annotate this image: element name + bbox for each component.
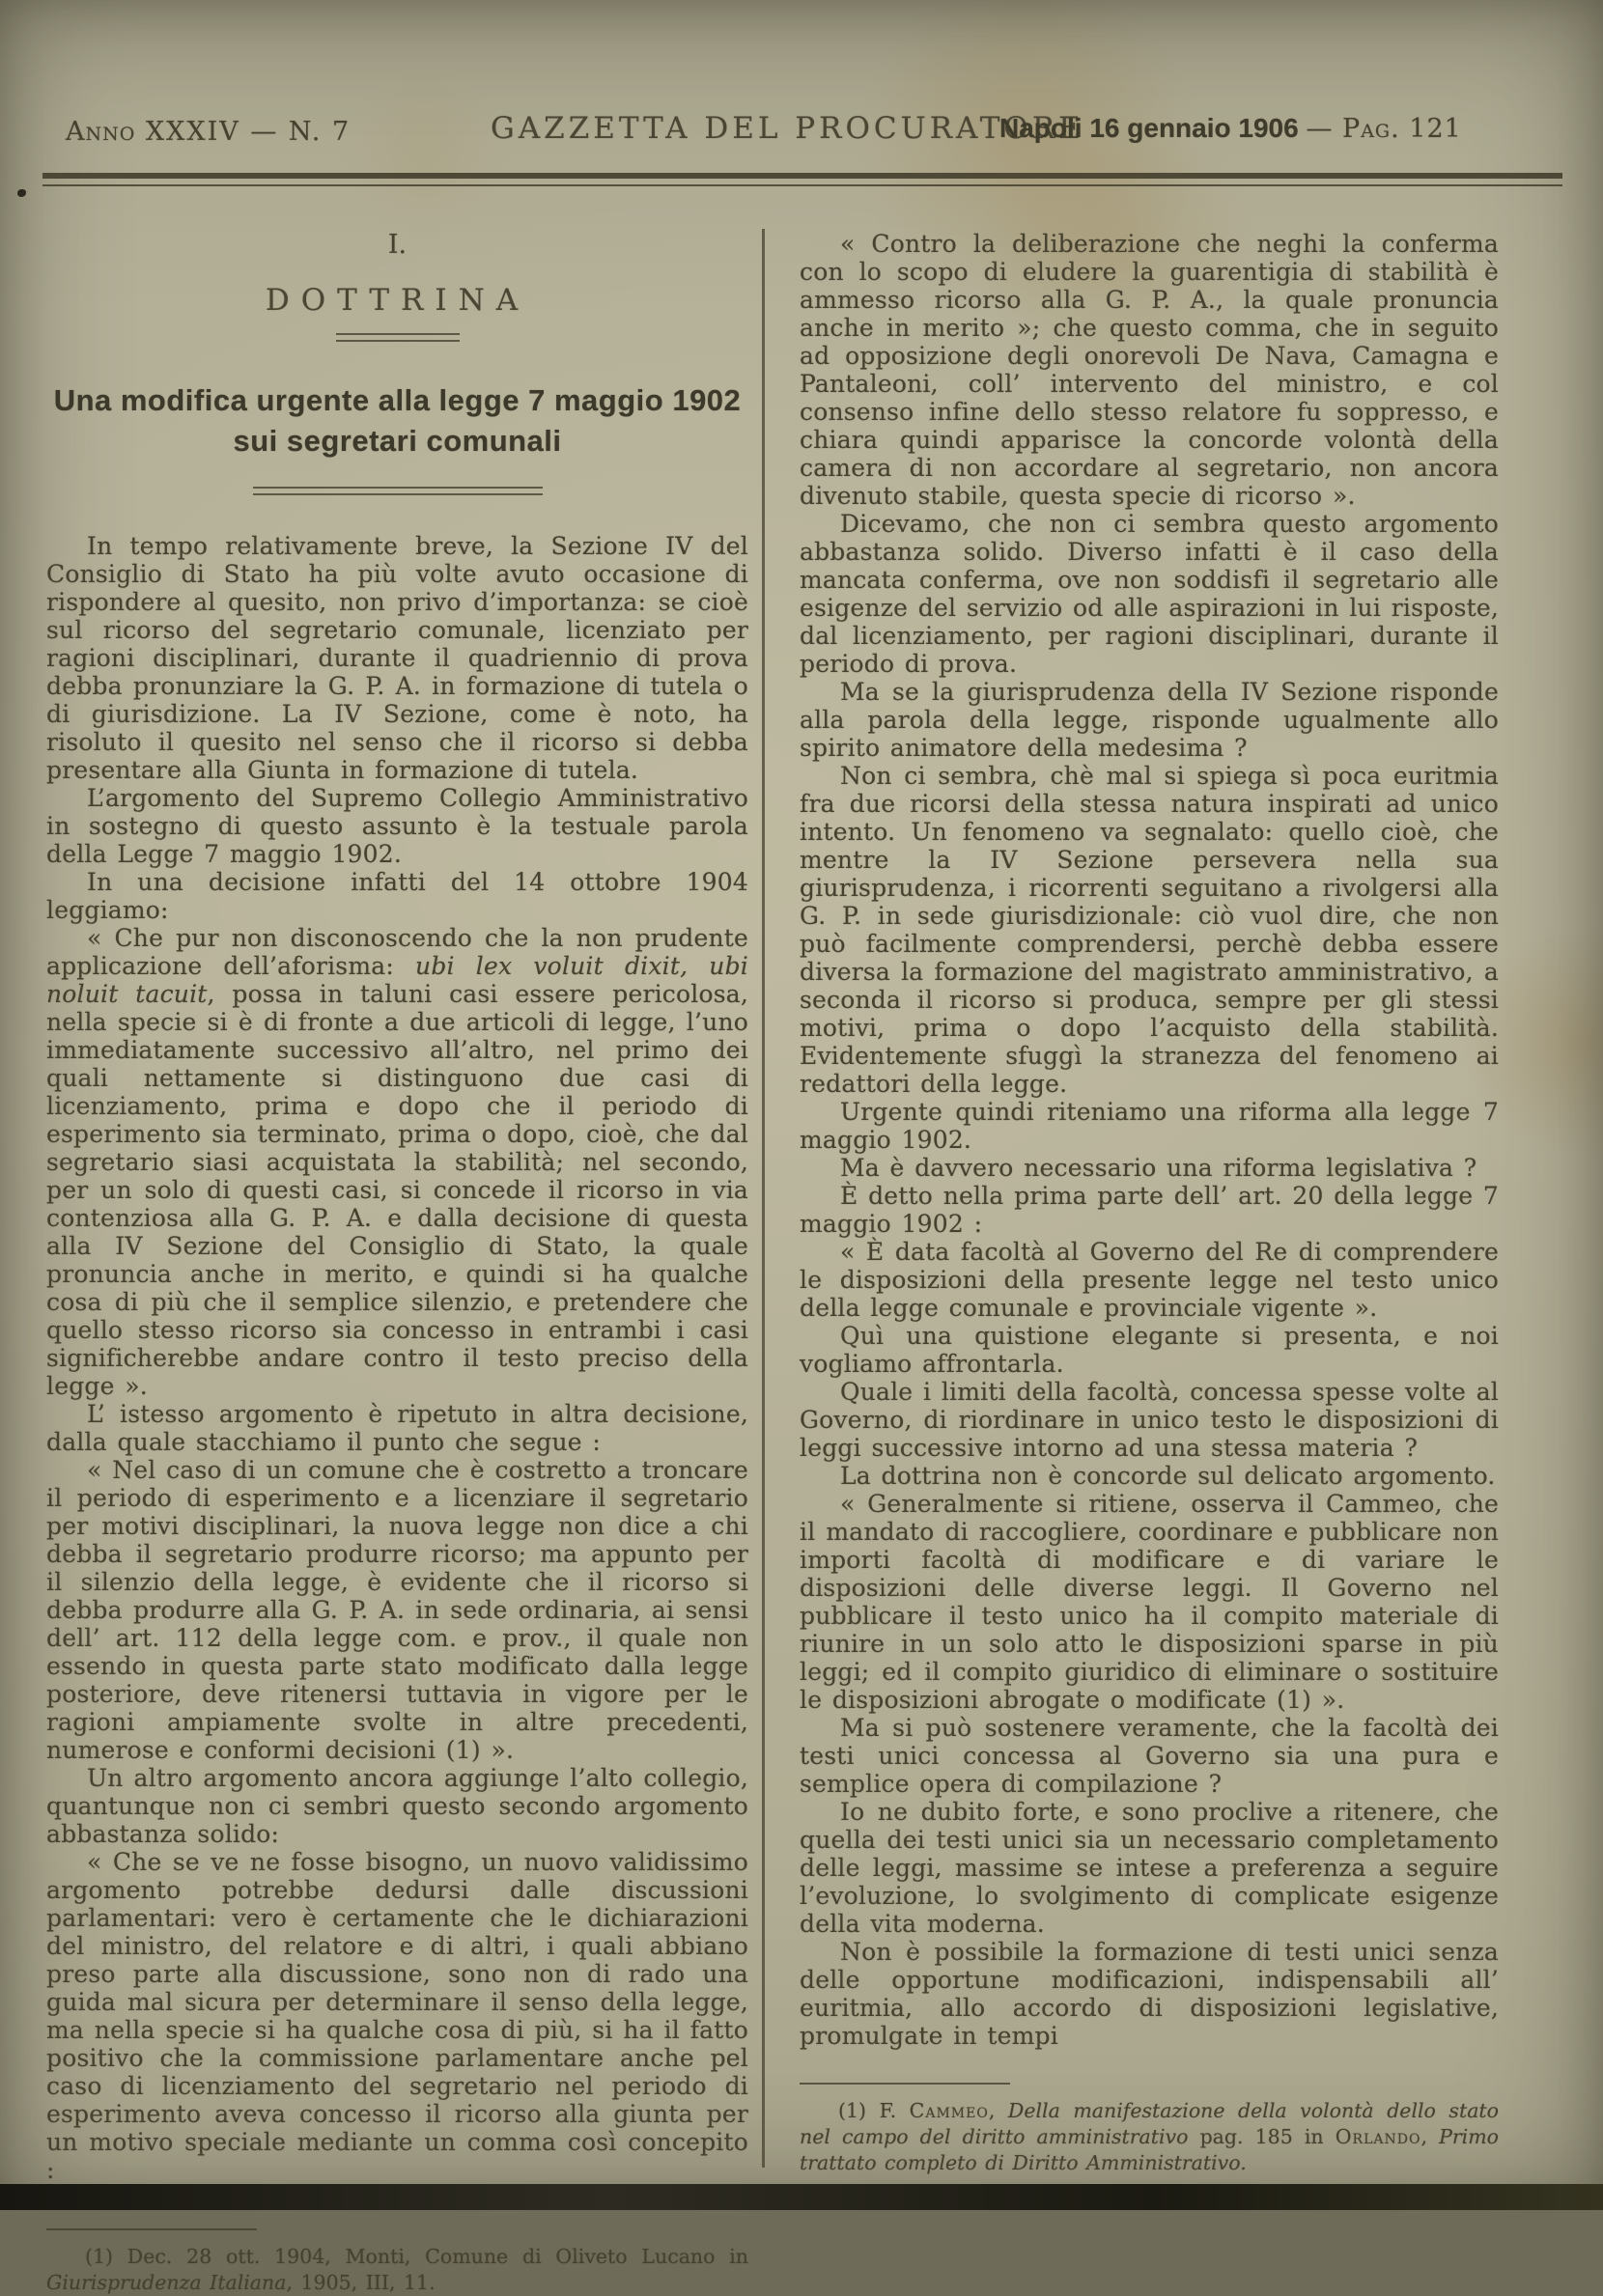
text-run: In una decisione infatti del 14 ottobre 1904 leggiamo: — [46, 868, 748, 924]
issue-label — [66, 117, 351, 147]
text-run: « Che pur non disconoscendo che la non prudente applicazione dell’aforisma: — [46, 924, 748, 980]
text-run: — — [1306, 114, 1343, 144]
dateline — [999, 113, 1462, 144]
place-date: Napoli 16 gennaio 1906 — [999, 113, 1307, 143]
text-run: XXXIV — N. 7 — [135, 117, 352, 147]
right-column — [800, 224, 1499, 2176]
paragraph — [800, 1378, 1499, 1462]
smallcaps-text: Cammeo — [909, 2099, 989, 2122]
ink-speck — [17, 189, 26, 197]
paragraph — [46, 1848, 748, 2184]
text-run: (1) F. — [838, 2099, 910, 2122]
paragraph — [46, 924, 748, 1400]
text-run: Dicevamo, che non ci sembra questo argomento abbastanza solido. Diverso infatti è il caso della mancata conferma, ove non soddisfi il segretario alle esigenze del servizio od alle aspirazioni in lui risposte, dal licenziamento, per ragioni disciplinari, durante il periodo di prova. — [800, 510, 1499, 678]
text-run: L’argomento del Supremo Collegio Amministrativo in sostegno di questo assunto è la testuale parola della Legge 7 maggio 1902. — [46, 784, 748, 868]
text-run: Io ne dubito forte, e sono proclive a ritenere, che quella dei testi unici sia un necessario completamento delle leggi, massime se intese a preferenza a seguire l’evoluzione, lo svolgimento di complicate esigenze della vita moderna. — [800, 1798, 1499, 1938]
text-run: 121 — [1399, 114, 1462, 144]
paragraph — [46, 1456, 748, 1764]
text-run: , — [1420, 2125, 1440, 2148]
text-run: Non è possibile la formazione di testi unici senza delle opportune modificazioni, indispensabili all’ euritmia, allo accordo di disposizioni legislative, promulgate in tempi — [800, 1938, 1499, 2050]
text-run: Ma se la giurisprudenza della IV Sezione risponde alla parola della legge, risponde ugualmente allo spirito animatore della medesima ? — [800, 678, 1499, 762]
paragraph — [46, 868, 748, 924]
text-run: pag. 185 in — [1188, 2125, 1336, 2148]
column-divider — [762, 229, 765, 2168]
article-title — [50, 380, 745, 462]
text-run: , possa in taluni casi essere pericolosa, nella specie si è di fronte a due articoli di legge, l’uno immediatamente successivo all’altro, nel primo dei quali nettamente si distinguono due casi di licenziamento, prima e dopo che il periodo di esperimento sia terminato, prima o dopo, cioè, che dal segretario siasi acquistata la stabilità; nel secondo, per un solo di questi casi, si concede il ricorso in via contenziosa alla G. P. A. e dalla decisione di questa alla IV Sezione del Consiglio di Stato, la quale pronuncia anche in merito, e quindi si ha qualche cosa di più che il semplice silenzio, e pretendere che quello stesso ricorso sia concesso in entrambi i casi significherebbe andare contro il testo preciso della legge ». — [46, 980, 748, 1400]
paragraph — [800, 1154, 1499, 1182]
smallcaps-text: Anno — [66, 117, 136, 147]
text-run: Non ci sembra, chè mal si spiega sì poca euritmia fra due ricorsi della stessa natura inspirati ad unico intento. Un fenomeno va segnalato: quello cioè, che mentre la IV Sezione persevera nella sua giurisprudenza, i ricorrenti seguitano a rivolgersi alla G. P. in sede giurisdizionale: ciò vuol dire, che non può facilmente comprendersi, perchè debba essere diversa la formazione del magistrato amministrativo, a seconda il ricorso si produca, sempre per gli stessi motivi, prima o dopo l’acquisto della stabilità. Evidentemente sfuggì la stranezza del fenomeno ai redattori della legge. — [800, 762, 1499, 1098]
page-number — [1306, 114, 1461, 144]
italic-text: Giurisprudenza Italiana — [46, 2271, 287, 2294]
paragraph — [800, 678, 1499, 762]
text-run: , — [988, 2099, 1008, 2122]
text-run: Ma è davvero necessario una riforma legislativa ? — [840, 1154, 1477, 1182]
paragraph — [800, 1462, 1499, 1490]
footnote-rule — [800, 2083, 1010, 2085]
paragraph — [800, 510, 1499, 678]
article-title-line: sui segretari comunali — [233, 424, 562, 458]
right-column-body — [800, 230, 1499, 2050]
paragraph — [800, 1182, 1499, 1238]
paragraph — [800, 1798, 1499, 1938]
paragraph — [800, 762, 1499, 1098]
article-title-line: Una modifica urgente alla legge 7 maggio 1902 — [53, 383, 742, 417]
section-title-rule — [336, 333, 460, 342]
text-run: La dottrina non è concorde sul delicato argomento. — [840, 1462, 1496, 1490]
paragraph — [46, 1764, 748, 1848]
left-column-body — [46, 532, 748, 2184]
paragraph — [800, 230, 1499, 510]
text-run: In tempo relativamente breve, la Sezione IV del Consiglio di Stato ha più volte avuto occasione di rispondere al quesito, non privo d’importanza: se cioè sul ricorso del segretario comunale, licenziato per ragioni disciplinari, durante il quadriennio di prova debba pronunziare la G. P. A. in formazione di tutela o di giurisdizione. La IV Sezione, come è noto, ha risoluto il quesito nel senso che il ricorso si debba presentare alla Giunta in formazione di tutela. — [46, 532, 748, 784]
text-run: Urgente quindi riteniamo una riforma alla legge 7 maggio 1902. — [800, 1098, 1499, 1154]
article-title-rule — [253, 487, 543, 495]
text-run: (1) Dec. 28 ott. 1904, Monti, Comune di Oliveto Lucano in — [85, 2245, 748, 2268]
paragraph — [800, 1098, 1499, 1154]
scan-bottom-edge — [0, 2184, 1603, 2210]
text-run: Quale i limiti della facoltà, concessa spesse volte al Governo, di riordinare in unico testo le disposizioni di leggi successive intorno ad una stessa materia ? — [800, 1378, 1499, 1462]
paragraph — [800, 1938, 1499, 2050]
section-title: DOTTRINA — [265, 283, 530, 318]
text-run: « Che se ve ne fosse bisogno, un nuovo validissimo argomento potrebbe dedursi dalle discussioni parlamentari: vero è certamente che le dichiarazioni del ministro, del relatore e di altri, i quali abbiano preso parte alla discussione, sono non di rado una guida mal sicura per determinare il senso della legge, ma nella specie si ha qualche cosa di più, si ha il fatto positivo che la commissione parlamentare anche pel caso di licenziamento del segretario nel periodo di esperimento aveva concesso il ricorso alla giunta per un motivo speciale mediante un comma così concepito : — [46, 1848, 748, 2184]
smallcaps-text: Orlando — [1335, 2125, 1421, 2148]
text-run: Un altro argomento ancora aggiunge l’alto collegio, quantunque non ci sembri questo secondo argomento abbastanza solido: — [46, 1764, 748, 1848]
text-run: L’ istesso argomento è ripetuto in altra decisione, dalla quale stacchiamo il punto che segue : — [46, 1400, 748, 1456]
section-number: I. — [387, 230, 408, 260]
paragraph — [46, 1400, 748, 1456]
paragraph — [800, 1322, 1499, 1378]
masthead-title: GAZZETTA DEL PROCURATORE — [491, 111, 1084, 146]
italic-text: Della manifestazione della volontà dello stato nel campo del diritto amministrativo — [800, 2099, 1499, 2148]
text-run: « Contro la deliberazione che neghi la conferma con lo scopo di eludere la guarentigia di stabilità è ammesso ricorso alla G. P. A., la quale pronuncia anche in merito »; che questo comma, che in seguito ad opposizione degli onorevoli De Nava, Camagna e Pantaleoni, coll’ intervento del ministro, e col consenso infine dello stesso relatore fu soppresso, e chiara quindi apparisce la concorde volontà della camera di non accordare al segretario, non ancora divenuto stabile, questa specie di ricorso ». — [800, 230, 1499, 510]
text-run: È detto nella prima parte dell’ art. 20 della legge 7 maggio 1902 : — [800, 1182, 1499, 1238]
footnote — [800, 2098, 1499, 2176]
paragraph — [800, 1714, 1499, 1798]
text-run: « Generalmente si ritiene, osserva il Cammeo, che il mandato di raccogliere, coordinare e pubblicare non importi facoltà di modificare e di variare le disposizioni delle diverse leggi. Il Governo nel pubblicare il testo unico ha il compito materiale di riunire in un solo atto le disposizioni sparse in più leggi; ed il compito giuridico di eliminare o sostituire le disposizioni abrogate o modificate (1) ». — [800, 1490, 1499, 1714]
header-rule — [42, 173, 1562, 186]
paragraph — [46, 532, 748, 784]
paragraph — [46, 784, 748, 868]
italic-text: ubi lex voluit dixit, ubi noluit tacuit — [46, 952, 749, 1008]
text-run: , 1905, III, 11. — [286, 2271, 436, 2294]
left-column — [46, 224, 748, 2296]
paragraph — [800, 1490, 1499, 1714]
paragraph — [800, 1238, 1499, 1322]
text-run: Ma si può sostenere veramente, che la facoltà dei testi unici concessa al Governo sia una pura e semplice opera di compilazione ? — [800, 1714, 1499, 1798]
text-run: « È data facoltà al Governo del Re di comprendere le disposizioni della presente legge nel testo unico della legge comunale e provinciale vigente ». — [800, 1238, 1499, 1322]
text-run: « Nel caso di un comune che è costretto a troncare il periodo di esperimento e a licenziare il segretario per motivi disciplinari, la nuova legge non dice a chi debba il segretario produrre ricorso; ma appunto per il silenzio della legge, è evidente che il ricorso si debba produrre alla G. P. A. in sede ordinaria, ai sensi dell’ art. 112 della legge com. e prov., il quale non essendo in questa parte stato modificato dalla legge posteriore, deve ritenersi tuttavia in vigore per le ragioni ampiamente svolte in altre precedenti, numerose e conformi decisioni (1) ». — [46, 1456, 748, 1764]
text-run: Quì una quistione elegante si presenta, e noi vogliamo affrontarla. — [800, 1322, 1499, 1378]
smallcaps-text: Pag. — [1342, 114, 1400, 144]
italic-text: Primo trattato completo di Diritto Amministrativo. — [800, 2125, 1499, 2174]
footnote-rule — [46, 2228, 257, 2230]
footnote — [46, 2244, 748, 2296]
